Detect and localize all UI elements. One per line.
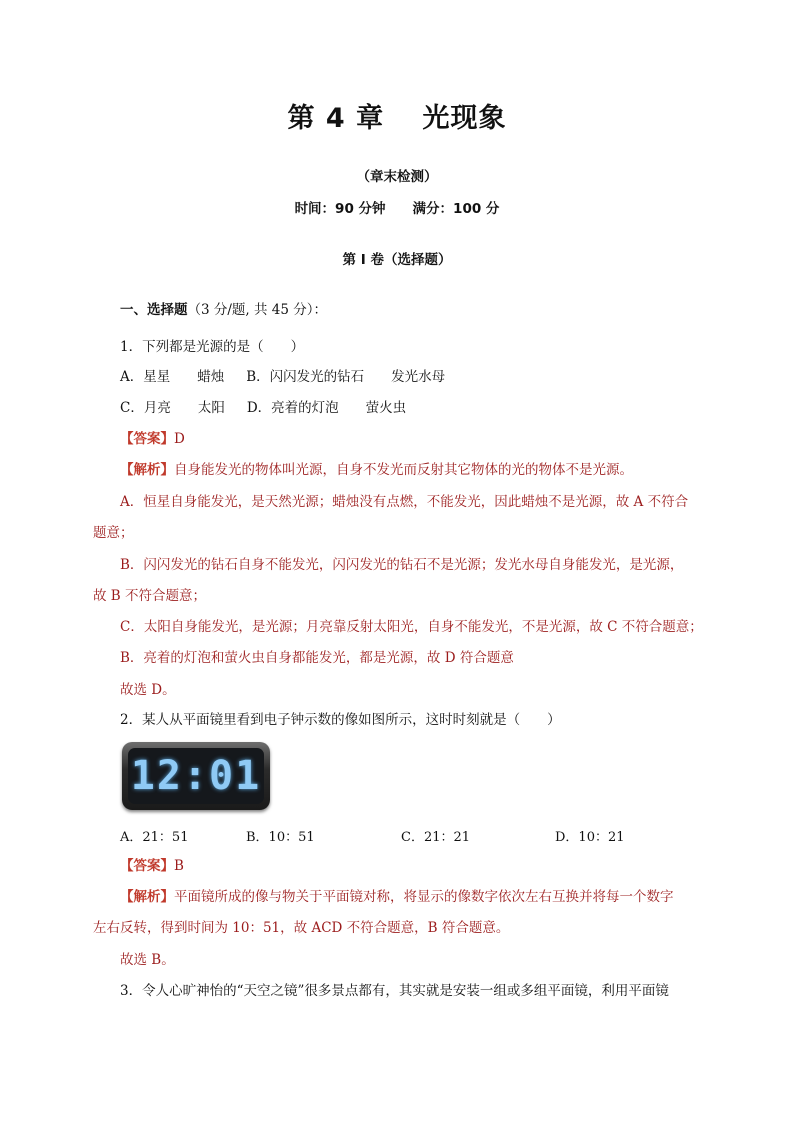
- q2-conclusion: 故选 B。: [120, 952, 175, 968]
- q2-option-d: D．10：21: [555, 830, 625, 845]
- q1-analysis-b-line2: 故 B 不符合题意；: [93, 588, 207, 604]
- q1-analysis-c-line: C．太阳自身能发光，是光源；月亮靠反射太阳光，自身不能发光，不是光源，故 C 不符合题意；: [120, 619, 703, 635]
- q1-options-row2: [120, 398, 710, 418]
- q1-answer: [120, 429, 710, 449]
- q1-answer-value: D: [174, 431, 185, 447]
- q2-option-a: A．21：51: [120, 830, 189, 845]
- digital-clock-image: [122, 742, 270, 810]
- q1-option-b: B．闪闪发光的钻石 发光水母: [246, 369, 446, 385]
- q1-options-row1: [120, 367, 710, 387]
- q1-analysis-a-line2: 题意；: [93, 525, 134, 541]
- q2-answer-value: B: [174, 858, 184, 874]
- q2-analysis-line2: 左右反转，得到时间为 10：51，故 ACD 不符合题意，B 符合题意。: [93, 920, 510, 936]
- volume-heading: 第 I 卷（选择题）: [342, 252, 452, 268]
- q1-analysis-text: 自身能发光的物体叫光源，自身不发光而反射其它物体的光的物体不是光源。: [174, 462, 633, 478]
- q2-analysis-line1: 平面镜所成的像与物关于平面镜对称，将显示的像数字依次左右互换并将每一个数字: [174, 889, 674, 905]
- q1-answer-tag: 【答案】: [120, 431, 174, 447]
- q2-option-c: C．21：21: [401, 830, 471, 845]
- q2-stem: 2．某人从平面镜里看到电子钟示数的像如图所示，这时时刻就是（ ）: [120, 712, 561, 728]
- q1-analysis-tag: 【解析】: [120, 462, 174, 478]
- q1-option-a: A．星星 蜡烛: [120, 369, 225, 385]
- q1-analysis-b-line1: B．闪闪发光的钻石自身不能发光，闪闪发光的钻石不是光源；发光水母自身能发光，是光源，: [120, 557, 684, 573]
- section-rule: （3 分/题, 共 45 分）：: [187, 302, 328, 318]
- exam-meta: 时间：90 分钟 满分：100 分: [294, 201, 500, 217]
- q1-conclusion: 故选 D。: [120, 682, 176, 698]
- q1-stem: 1．下列都是光源的是（ ）: [120, 339, 305, 355]
- q1-analysis-a-line1: A．恒星自身能发光，是天然光源；蜡烛没有点燃，不能发光，因此蜡烛不是光源，故 A 不符合: [120, 494, 689, 510]
- q2-answer: [120, 856, 710, 876]
- chapter-subtitle: （章末检测）: [356, 169, 438, 185]
- q1-analysis-d-line: B．亮着的灯泡和萤火虫自身都能发光，都是光源，故 D 符合题意: [120, 650, 514, 666]
- q1-option-c: C．月亮 太阳: [120, 400, 225, 416]
- q2-answer-tag: 【答案】: [120, 858, 174, 874]
- chapter-title: 第 4 章 光现象: [287, 103, 507, 134]
- section-label: 一、选择题: [120, 302, 188, 318]
- q2-analysis: [120, 887, 710, 907]
- q1-option-d: D．亮着的灯泡 萤火虫: [246, 400, 407, 416]
- section-heading: [120, 300, 710, 320]
- q2-analysis-tag: 【解析】: [120, 889, 174, 905]
- q3-stem: 3．令人心旷神怡的“天空之镜”很多景点都有，其实就是安装一组或多组平面镜，利用平面镜: [120, 983, 669, 999]
- clock-digits: 12:01: [130, 753, 262, 799]
- clock-screen: [128, 748, 264, 804]
- q2-option-b: B．10：51: [246, 830, 315, 845]
- q1-analysis: [120, 460, 710, 480]
